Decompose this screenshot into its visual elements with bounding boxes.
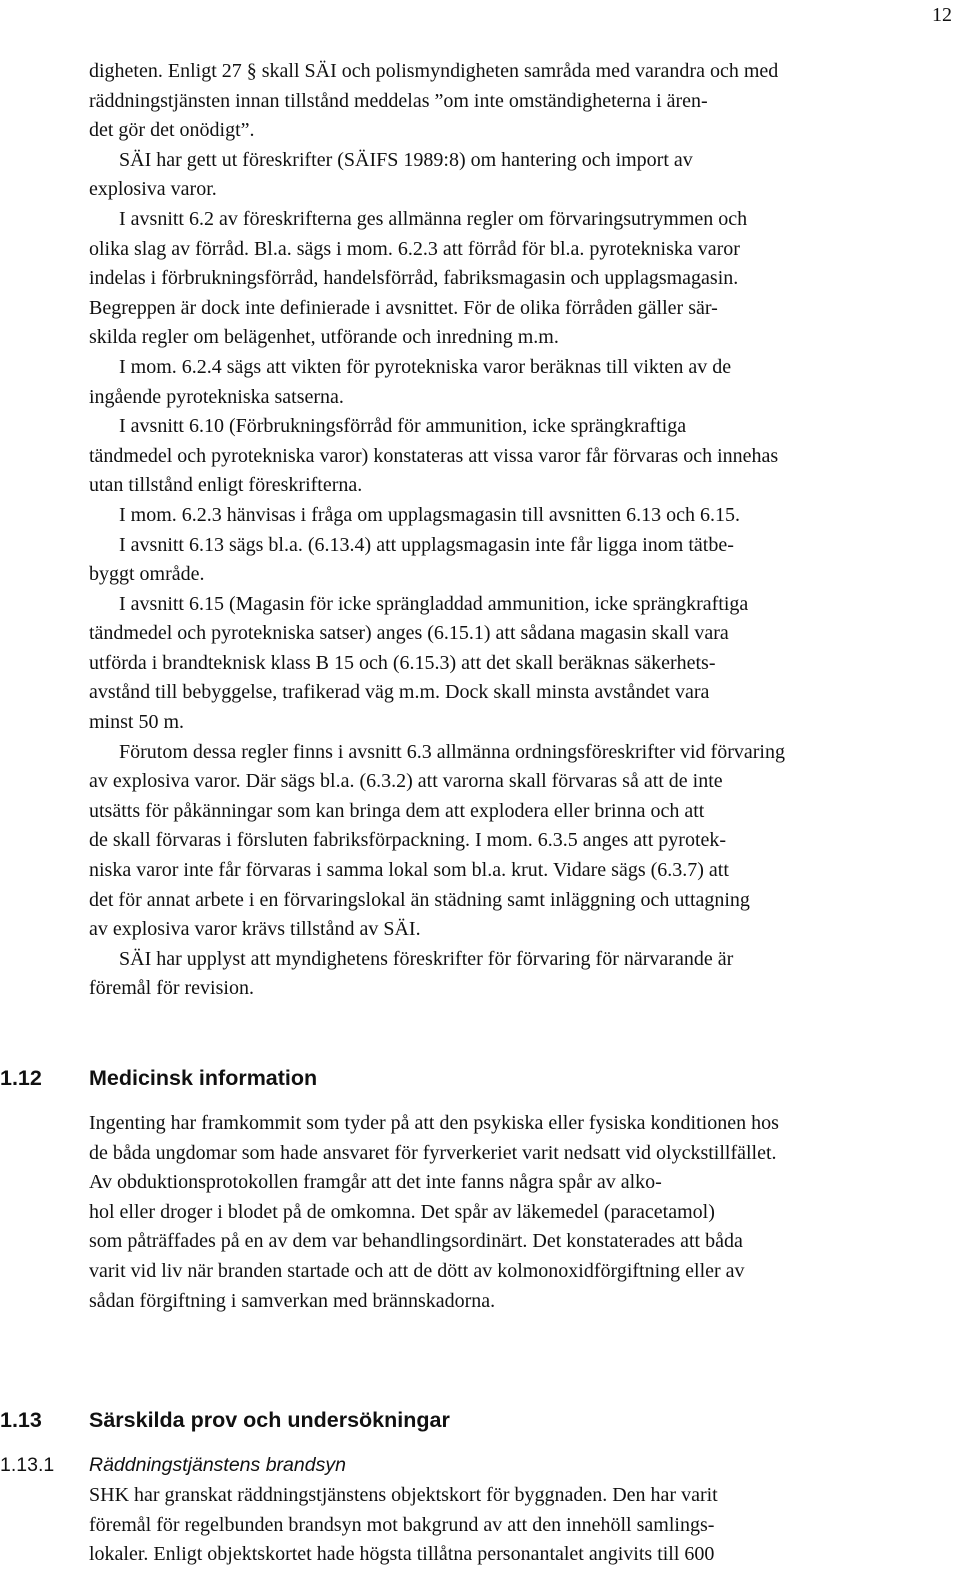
subsection-title: Räddningstjänstens brandsyn [89, 1454, 346, 1476]
text-line: sådan förgiftning i samverkan med brännskadorna. [89, 1289, 496, 1312]
text-line: minst 50 m. [89, 711, 185, 734]
text-line: explosiva varor. [89, 178, 217, 201]
text-line: ingående pyrotekniska satserna. [89, 385, 344, 408]
text-line: hol eller droger i blodet på de omkomna. Det spår av läkemedel (paracetamol) [89, 1200, 715, 1223]
text-line: Ingenting har framkommit som tyder på att den psykiska eller fysiska konditionen hos [89, 1112, 779, 1134]
text-line: utan tillstånd enligt föreskrifterna. [89, 474, 363, 497]
text-line: det gör det onödigt”. [89, 119, 255, 142]
text-line: SÄI har gett ut föreskrifter (SÄIFS 1989:8) om hantering och import av [119, 148, 693, 171]
text-line: räddningstjänsten innan tillstånd meddelas ”om inte omständigheterna i ären- [89, 89, 708, 112]
subsection-number: 1.13.1 [0, 1454, 55, 1476]
text-line: Begreppen är dock inte definierade i avsnittet. För de olika förråden gäller sär- [89, 296, 718, 319]
text-line: tändmedel och pyrotekniska varor) konstateras att vissa varor får förvaras och innehas [89, 444, 779, 467]
text-line: föremål för regelbunden brandsyn mot bakgrund av att den innehöll samlings- [89, 1513, 715, 1536]
text-line: lokaler. Enligt objektskortet hade högsta tillåtna personantalet angivits till 600 [89, 1543, 715, 1566]
section-number: 1.13 [0, 1408, 42, 1432]
section-number: 1.12 [0, 1066, 42, 1090]
text-line: utsätts för påkänningar som kan bringa dem att explodera eller brinna och att [89, 799, 705, 822]
page-number: 12 [932, 4, 952, 26]
text-line: Förutom dessa regler finns i avsnitt 6.3 allmänna ordningsföreskrifter vid förvaring [119, 740, 785, 763]
text-line: skilda regler om belägenhet, utförande och inredning m.m. [89, 326, 559, 349]
body-text-section-1-12 [89, 1109, 955, 1316]
text-line: byggt område. [89, 563, 205, 586]
body-text-section-1-13-1 [89, 1481, 955, 1570]
text-line: I mom. 6.2.3 hänvisas i fråga om upplagsmagasin till avsnitten 6.13 och 6.15. [119, 503, 741, 526]
text-line: I avsnitt 6.15 (Magasin för icke sprängladdad ammunition, icke sprängkraftiga [119, 592, 749, 615]
text-line: varit vid liv när branden startade och att de dött av kolmonoxidförgiftning eller av [89, 1259, 745, 1282]
text-line: indelas i förbrukningsförråd, handelsförråd, fabriksmagasin och upplagsmagasin. [89, 267, 739, 290]
text-line: I avsnitt 6.10 (Förbrukningsförråd för ammunition, icke sprängkraftiga [119, 415, 687, 438]
text-line: av explosiva varor krävs tillstånd av SÄI. [89, 918, 421, 941]
text-line: utförda i brandteknisk klass B 15 och (6.15.3) att det skall beräknas säkerhets- [89, 651, 716, 674]
text-line: I avsnitt 6.13 sägs bl.a. (6.13.4) att upplagsmagasin inte får ligga inom tätbe- [119, 533, 734, 556]
text-line: olika slag av förråd. Bl.a. sägs i mom. 6.2.3 att förråd för bl.a. pyrotekniska varor [89, 237, 740, 260]
body-text-section-1-11 [89, 57, 955, 1004]
text-line: det för annat arbete i en förvaringslokal än städning samt inläggning och uttagning [89, 888, 750, 911]
text-line: föremål för revision. [89, 977, 254, 1000]
text-line: tändmedel och pyrotekniska satser) anges (6.15.1) att sådana magasin skall vara [89, 622, 729, 645]
section-title: Särskilda prov och undersökningar [89, 1408, 450, 1432]
text-line: som påträffades på en av dem var behandlingsordinärt. Det konstaterades att båda [89, 1230, 743, 1253]
text-line: avstånd till bebyggelse, trafikerad väg m.m. Dock skall minsta avståndet vara [89, 681, 710, 704]
text-line: I avsnitt 6.2 av föreskrifterna ges allmänna regler om förvaringsutrymmen och [119, 207, 748, 230]
text-line: de skall förvaras i försluten fabriksförpackning. I mom. 6.3.5 anges att pyrotek- [89, 829, 727, 852]
text-line: SÄI har upplyst att myndighetens föreskrifter för förvaring för närvarande är [119, 947, 734, 970]
text-line: niska varor inte får förvaras i samma lokal som bl.a. krut. Vidare sägs (6.3.7) att [89, 859, 729, 882]
text-line: I mom. 6.2.4 sägs att vikten för pyrotekniska varor beräknas till vikten av de [119, 355, 732, 378]
text-line: digheten. Enligt 27 § skall SÄI och polismyndigheten samråda med varandra och med [89, 60, 779, 82]
text-line: av explosiva varor. Där sägs bl.a. (6.3.2) att varorna skall förvaras så att de inte [89, 770, 723, 793]
text-line: de båda ungdomar som hade ansvaret för fyrverkeriet varit nedsatt vid olyckstillfället. [89, 1141, 777, 1164]
section-title: Medicinsk information [89, 1066, 318, 1090]
text-line: SHK har granskat räddningstjänstens objektskort för byggnaden. Den har varit [89, 1484, 718, 1506]
text-line: Av obduktionsprotokollen framgår att det inte fanns några spår av alko- [89, 1171, 662, 1194]
